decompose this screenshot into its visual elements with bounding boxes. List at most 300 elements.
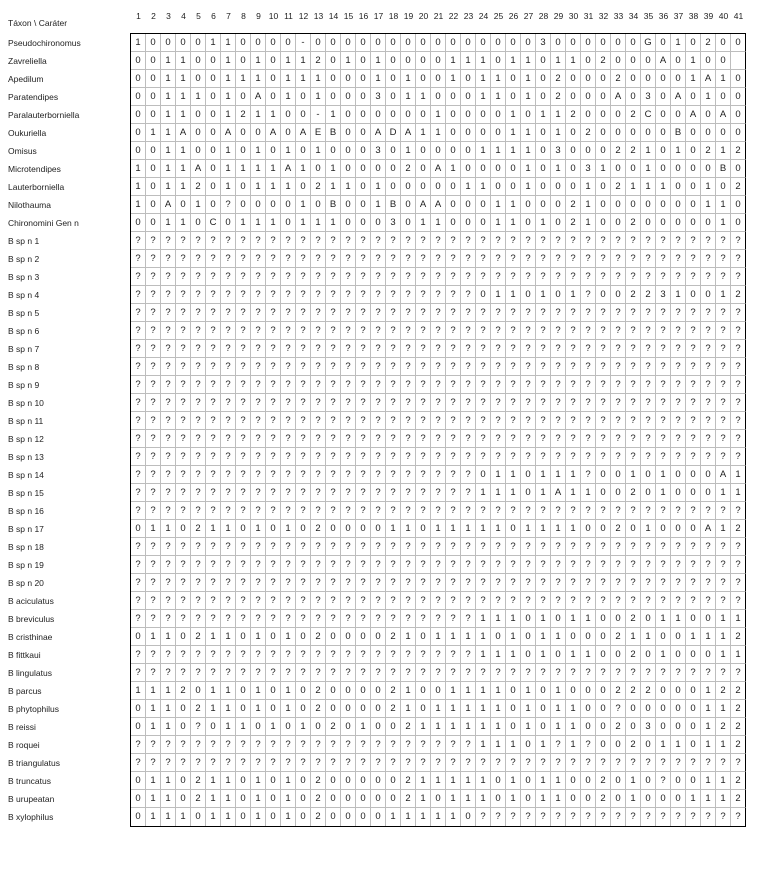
character-state-cell: 0 — [566, 178, 581, 196]
character-state-cell: ? — [596, 808, 611, 826]
character-state-cell: 1 — [296, 160, 311, 178]
character-state-cell: 0 — [131, 88, 146, 106]
character-state-cell: ? — [431, 754, 446, 772]
character-state-cell: ? — [341, 556, 356, 574]
character-state-cell: 0 — [491, 790, 506, 808]
character-state-cell: ? — [311, 376, 326, 394]
character-state-cell: 1 — [461, 718, 476, 736]
character-state-cell: ? — [566, 538, 581, 556]
character-state-cell: ? — [221, 664, 236, 682]
character-state-cell: ? — [191, 250, 206, 268]
character-state-cell: 0 — [686, 142, 701, 160]
character-state-cell: ? — [281, 754, 296, 772]
character-state-cell: 0 — [581, 520, 596, 538]
character-state-cell: ? — [221, 304, 236, 322]
character-state-cell: ? — [131, 664, 146, 682]
character-state-cell: ? — [236, 556, 251, 574]
character-state-cell: ? — [161, 610, 176, 628]
character-state-cell: 0 — [506, 718, 521, 736]
character-header: 20 — [418, 11, 429, 21]
character-state-cell: 0 — [611, 52, 626, 70]
character-state-cell: 0 — [686, 700, 701, 718]
character-state-cell: 0 — [356, 124, 371, 142]
character-state-cell: ? — [221, 358, 236, 376]
character-state-cell: ? — [581, 754, 596, 772]
character-header: 3 — [166, 11, 171, 21]
character-state-cell: 1 — [371, 178, 386, 196]
character-state-cell: 0 — [461, 106, 476, 124]
character-state-cell: 0 — [521, 610, 536, 628]
character-state-cell: ? — [341, 250, 356, 268]
character-state-cell: 1 — [281, 682, 296, 700]
character-state-cell: ? — [356, 322, 371, 340]
character-state-cell: 1 — [641, 178, 656, 196]
character-state-cell: ? — [656, 754, 671, 772]
character-state-cell: 0 — [671, 214, 686, 232]
character-state-cell: ? — [221, 322, 236, 340]
character-state-cell: 0 — [176, 718, 191, 736]
character-state-cell: ? — [671, 430, 686, 448]
character-state-cell: 1 — [161, 124, 176, 142]
character-state-cell: 0 — [521, 790, 536, 808]
character-state-cell: ? — [191, 376, 206, 394]
character-state-cell: 0 — [311, 160, 326, 178]
character-state-cell: 1 — [176, 214, 191, 232]
taxon-name: Apedilum — [8, 74, 44, 84]
character-state-cell: 0 — [566, 124, 581, 142]
character-state-cell: ? — [341, 430, 356, 448]
taxon-name: B truncatus — [8, 776, 51, 786]
character-state-cell: ? — [236, 574, 251, 592]
character-state-cell: A — [371, 124, 386, 142]
character-state-cell: A — [656, 52, 671, 70]
character-state-cell: 1 — [596, 160, 611, 178]
character-state-cell: 0 — [641, 214, 656, 232]
character-state-cell: ? — [431, 556, 446, 574]
character-state-cell: 2 — [611, 142, 626, 160]
character-state-cell: 1 — [416, 214, 431, 232]
character-state-cell: 1 — [521, 142, 536, 160]
character-state-cell: 2 — [311, 790, 326, 808]
table-row — [131, 592, 746, 610]
character-state-cell: ? — [446, 250, 461, 268]
character-state-cell: 0 — [581, 88, 596, 106]
character-state-cell: 1 — [476, 88, 491, 106]
character-state-cell: 0 — [131, 142, 146, 160]
character-state-cell: ? — [266, 430, 281, 448]
character-state-cell: ? — [716, 664, 731, 682]
character-state-cell: ? — [626, 754, 641, 772]
character-state-cell: 1 — [566, 700, 581, 718]
character-state-cell: ? — [626, 664, 641, 682]
character-header: 30 — [568, 11, 579, 21]
character-state-cell: 2 — [311, 178, 326, 196]
character-state-cell: ? — [461, 250, 476, 268]
character-state-cell: 2 — [566, 196, 581, 214]
character-state-cell: 0 — [311, 718, 326, 736]
character-state-cell: 0 — [491, 178, 506, 196]
taxon-name: B sp n 3 — [8, 272, 40, 282]
character-state-cell: ? — [596, 322, 611, 340]
character-state-cell: ? — [251, 592, 266, 610]
table-row — [131, 718, 746, 736]
character-state-cell: 0 — [131, 520, 146, 538]
character-state-cell: ? — [611, 412, 626, 430]
character-state-cell: ? — [311, 448, 326, 466]
character-state-cell: ? — [161, 448, 176, 466]
character-state-cell: 0 — [371, 682, 386, 700]
character-state-cell: 0 — [656, 628, 671, 646]
character-state-cell: 1 — [266, 106, 281, 124]
character-state-cell: B — [326, 124, 341, 142]
character-state-cell: ? — [596, 412, 611, 430]
character-state-cell: ? — [161, 574, 176, 592]
character-state-cell: ? — [386, 412, 401, 430]
character-state-cell: ? — [476, 448, 491, 466]
character-state-cell: 0 — [686, 520, 701, 538]
character-state-cell: 0 — [131, 718, 146, 736]
character-state-cell: 1 — [506, 466, 521, 484]
character-state-cell: ? — [551, 412, 566, 430]
taxon-name: B sp n 6 — [8, 326, 40, 336]
taxon-name: B sp n 11 — [8, 416, 44, 426]
character-state-cell: 0 — [701, 484, 716, 502]
character-state-cell: ? — [431, 610, 446, 628]
character-state-cell: E — [311, 124, 326, 142]
character-state-cell: ? — [611, 664, 626, 682]
character-state-cell: ? — [401, 610, 416, 628]
character-state-cell: 1 — [551, 124, 566, 142]
character-state-cell: ? — [131, 736, 146, 754]
character-state-cell: ? — [731, 664, 746, 682]
character-state-cell: 0 — [431, 790, 446, 808]
character-state-cell: 0 — [671, 790, 686, 808]
character-state-cell: 1 — [176, 160, 191, 178]
character-state-cell: ? — [731, 268, 746, 286]
character-state-cell: ? — [536, 592, 551, 610]
character-state-cell: 1 — [401, 682, 416, 700]
character-state-cell: ? — [716, 394, 731, 412]
character-state-cell: 0 — [236, 124, 251, 142]
character-state-cell: 2 — [596, 790, 611, 808]
character-state-cell: 3 — [551, 142, 566, 160]
character-state-cell: 0 — [461, 160, 476, 178]
character-state-cell: 0 — [131, 52, 146, 70]
character-state-cell: ? — [131, 484, 146, 502]
character-state-cell: ? — [206, 286, 221, 304]
character-state-cell: 0 — [146, 106, 161, 124]
character-state-cell: 1 — [641, 628, 656, 646]
character-state-cell: ? — [431, 340, 446, 358]
character-state-cell: 1 — [401, 628, 416, 646]
character-state-cell: ? — [476, 268, 491, 286]
character-state-cell: 1 — [251, 808, 266, 826]
character-state-cell: ? — [281, 466, 296, 484]
character-state-cell: 0 — [326, 142, 341, 160]
character-state-cell: ? — [731, 412, 746, 430]
character-state-cell: ? — [461, 754, 476, 772]
character-state-cell: ? — [266, 232, 281, 250]
character-state-cell: 0 — [521, 196, 536, 214]
character-state-cell: ? — [656, 502, 671, 520]
character-state-cell: A — [191, 160, 206, 178]
character-header: 32 — [598, 11, 609, 21]
character-state-cell: ? — [401, 358, 416, 376]
character-state-cell: ? — [191, 718, 206, 736]
character-state-cell: ? — [131, 286, 146, 304]
character-state-cell: ? — [731, 394, 746, 412]
character-state-cell: ? — [311, 250, 326, 268]
character-state-cell: 1 — [506, 196, 521, 214]
character-state-cell: ? — [551, 430, 566, 448]
character-state-cell: ? — [566, 574, 581, 592]
character-state-cell: 1 — [206, 34, 221, 52]
character-state-cell: 0 — [206, 88, 221, 106]
character-state-cell: ? — [611, 250, 626, 268]
character-state-cell: ? — [536, 250, 551, 268]
character-state-cell: 0 — [341, 808, 356, 826]
character-state-cell: ? — [356, 394, 371, 412]
character-state-cell: 1 — [251, 790, 266, 808]
character-state-cell: ? — [476, 502, 491, 520]
table-row — [131, 538, 746, 556]
character-state-cell: 0 — [686, 718, 701, 736]
character-state-cell: ? — [641, 502, 656, 520]
character-state-cell: 0 — [701, 466, 716, 484]
character-state-cell: ? — [386, 556, 401, 574]
character-state-cell: ? — [416, 322, 431, 340]
character-state-cell: 2 — [191, 178, 206, 196]
character-state-cell: ? — [686, 268, 701, 286]
character-state-cell: 0 — [281, 718, 296, 736]
character-state-cell: 1 — [731, 466, 746, 484]
character-state-cell: ? — [476, 232, 491, 250]
character-state-cell: ? — [131, 376, 146, 394]
character-state-cell: 0 — [506, 160, 521, 178]
character-state-cell: 1 — [491, 610, 506, 628]
character-state-cell: ? — [536, 538, 551, 556]
character-state-cell: 1 — [281, 52, 296, 70]
character-state-cell: ? — [596, 556, 611, 574]
character-state-cell: ? — [311, 484, 326, 502]
character-state-cell: ? — [326, 754, 341, 772]
character-state-cell: 0 — [686, 88, 701, 106]
character-state-cell: ? — [371, 358, 386, 376]
character-state-cell: 1 — [161, 52, 176, 70]
character-state-cell: C — [206, 214, 221, 232]
taxon-name: B sp n 12 — [8, 434, 44, 444]
character-state-cell: 0 — [146, 214, 161, 232]
character-state-cell: ? — [326, 430, 341, 448]
character-state-cell: 1 — [566, 736, 581, 754]
character-state-cell: ? — [221, 538, 236, 556]
character-state-cell: 1 — [701, 628, 716, 646]
character-state-cell: ? — [146, 592, 161, 610]
character-state-cell: ? — [206, 754, 221, 772]
character-state-cell: 0 — [686, 286, 701, 304]
character-state-cell: ? — [506, 268, 521, 286]
character-state-cell: ? — [401, 376, 416, 394]
character-state-cell: 2 — [731, 736, 746, 754]
character-state-cell: 0 — [611, 736, 626, 754]
character-state-cell: ? — [371, 592, 386, 610]
table-row — [131, 304, 746, 322]
character-state-cell: ? — [506, 322, 521, 340]
character-state-cell: ? — [281, 556, 296, 574]
character-state-cell: ? — [671, 592, 686, 610]
character-header: 39 — [703, 11, 714, 21]
character-state-cell: ? — [611, 556, 626, 574]
character-state-cell: ? — [296, 286, 311, 304]
character-state-cell: 0 — [131, 70, 146, 88]
character-state-cell: 1 — [491, 484, 506, 502]
character-state-cell: 2 — [611, 70, 626, 88]
character-state-cell: 0 — [206, 718, 221, 736]
character-state-cell: ? — [386, 574, 401, 592]
character-state-cell: ? — [401, 574, 416, 592]
character-state-cell: ? — [431, 412, 446, 430]
character-state-cell: ? — [671, 304, 686, 322]
character-state-cell: ? — [311, 412, 326, 430]
character-state-cell: ? — [731, 808, 746, 826]
character-state-cell: ? — [686, 808, 701, 826]
taxon-name: Nilothauma — [8, 200, 51, 210]
character-state-cell: ? — [206, 376, 221, 394]
character-state-cell: 1 — [716, 196, 731, 214]
character-state-cell: ? — [146, 466, 161, 484]
character-state-cell: ? — [326, 610, 341, 628]
character-state-cell: 0 — [206, 196, 221, 214]
table-row — [131, 142, 746, 160]
character-state-cell: 1 — [446, 772, 461, 790]
character-state-cell: 0 — [596, 88, 611, 106]
character-state-cell: ? — [701, 250, 716, 268]
character-state-cell: 1 — [551, 682, 566, 700]
character-state-cell: 0 — [626, 160, 641, 178]
taxon-name: B sp n 4 — [8, 290, 40, 300]
character-state-cell: ? — [461, 232, 476, 250]
table-row — [131, 484, 746, 502]
character-state-cell: 1 — [491, 700, 506, 718]
character-state-cell: 1 — [476, 142, 491, 160]
character-state-cell: ? — [476, 664, 491, 682]
character-state-cell: 2 — [581, 124, 596, 142]
character-state-cell: 1 — [176, 142, 191, 160]
character-state-cell: 0 — [506, 34, 521, 52]
character-state-cell: ? — [251, 340, 266, 358]
character-state-cell: ? — [566, 304, 581, 322]
character-state-cell: ? — [686, 358, 701, 376]
character-state-cell: 0 — [356, 52, 371, 70]
character-state-cell: ? — [131, 412, 146, 430]
character-state-cell: ? — [146, 664, 161, 682]
character-state-cell: ? — [191, 646, 206, 664]
character-state-cell: 1 — [161, 628, 176, 646]
character-state-cell: ? — [716, 304, 731, 322]
table-row — [131, 574, 746, 592]
character-state-cell: ? — [236, 664, 251, 682]
character-state-cell: 1 — [446, 520, 461, 538]
character-state-cell: ? — [461, 538, 476, 556]
character-state-cell: 1 — [521, 682, 536, 700]
character-state-cell: ? — [671, 754, 686, 772]
character-state-cell: 1 — [671, 34, 686, 52]
character-state-cell: A — [551, 484, 566, 502]
character-state-cell: ? — [506, 808, 521, 826]
character-state-cell: ? — [596, 394, 611, 412]
character-state-cell: 0 — [191, 52, 206, 70]
character-state-cell: ? — [386, 340, 401, 358]
character-state-cell: 1 — [506, 484, 521, 502]
character-state-cell: ? — [281, 232, 296, 250]
character-state-cell: 0 — [326, 790, 341, 808]
character-state-cell: 0 — [386, 790, 401, 808]
character-state-cell: 0 — [146, 70, 161, 88]
character-state-cell: ? — [536, 412, 551, 430]
character-state-cell: 0 — [671, 646, 686, 664]
character-state-cell: ? — [596, 538, 611, 556]
character-state-cell: ? — [206, 502, 221, 520]
character-state-cell: ? — [206, 736, 221, 754]
character-state-cell: 1 — [491, 736, 506, 754]
character-state-cell: ? — [281, 394, 296, 412]
taxon-name: B sp n 13 — [8, 452, 44, 462]
character-state-cell: 1 — [251, 700, 266, 718]
character-state-cell: 0 — [251, 718, 266, 736]
character-state-cell: ? — [356, 592, 371, 610]
character-state-cell: ? — [641, 250, 656, 268]
character-state-cell: 1 — [566, 718, 581, 736]
table-row — [131, 808, 746, 826]
character-state-cell: ? — [251, 322, 266, 340]
character-state-cell: 0 — [131, 700, 146, 718]
character-state-cell: 0 — [596, 736, 611, 754]
character-state-cell: 0 — [131, 214, 146, 232]
character-state-cell: 1 — [176, 52, 191, 70]
taxon-name: Pseudochironomus — [8, 38, 81, 48]
character-state-cell: 2 — [611, 178, 626, 196]
character-state-cell: ? — [131, 304, 146, 322]
character-state-cell: ? — [146, 556, 161, 574]
character-state-cell: ? — [401, 304, 416, 322]
character-state-cell: 1 — [551, 52, 566, 70]
character-state-cell: ? — [281, 430, 296, 448]
character-state-cell: ? — [461, 736, 476, 754]
character-state-cell: ? — [236, 430, 251, 448]
character-state-cell: ? — [716, 538, 731, 556]
character-state-cell: ? — [326, 412, 341, 430]
character-state-cell: 1 — [221, 682, 236, 700]
character-state-cell: ? — [371, 430, 386, 448]
character-state-cell: ? — [686, 394, 701, 412]
character-state-cell: ? — [311, 340, 326, 358]
character-state-cell: ? — [596, 250, 611, 268]
character-state-cell: ? — [296, 574, 311, 592]
character-state-cell: ? — [521, 808, 536, 826]
character-state-cell: ? — [551, 232, 566, 250]
character-state-cell: 0 — [131, 106, 146, 124]
character-state-cell: A — [671, 88, 686, 106]
character-state-cell: ? — [266, 448, 281, 466]
character-state-cell: 0 — [611, 196, 626, 214]
character-state-cell: ? — [266, 358, 281, 376]
character-state-cell: 2 — [641, 286, 656, 304]
character-state-cell: ? — [296, 610, 311, 628]
character-state-cell: ? — [161, 430, 176, 448]
character-state-cell: 0 — [386, 88, 401, 106]
character-state-cell: 0 — [131, 124, 146, 142]
character-state-cell: 1 — [671, 736, 686, 754]
